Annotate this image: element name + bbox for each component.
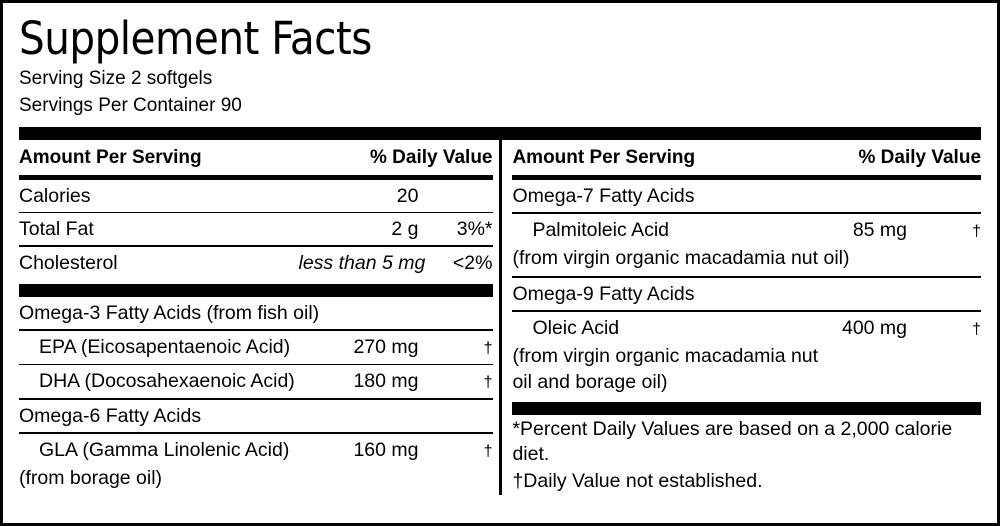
nutrient-source-note-line2: oil and borage oil)	[512, 370, 668, 393]
right-column	[512, 140, 981, 495]
table-row	[19, 213, 493, 245]
divider-thick-right	[512, 402, 981, 415]
group-title: Omega-7 Fatty Acids	[512, 184, 695, 207]
group-title: Omega-3 Fatty Acids (from fish oil)	[19, 301, 320, 324]
nutrient-amount: 160 mg	[353, 439, 419, 462]
nutrient-amount: 180 mg	[353, 370, 419, 393]
nutrient-name: GLA (Gamma Linolenic Acid)	[39, 439, 290, 462]
group-title: Omega-9 Fatty Acids	[512, 282, 695, 305]
nutrient-name: Calories	[19, 184, 91, 207]
footnote-daily-value-basis: *Percent Daily Values are based on a 2,000 calorie diet.	[512, 417, 953, 465]
nutrient-amount: 2 g	[391, 218, 419, 241]
nutrient-name: EPA (Eicosapentaenoic Acid)	[39, 335, 291, 358]
column-divider	[499, 140, 503, 495]
right-header-daily-value: % Daily Value	[858, 146, 982, 168]
nutrition-columns	[19, 140, 981, 495]
nutrient-amount: 20	[396, 184, 419, 207]
nutrient-name: Palmitoleic Acid	[532, 218, 670, 241]
nutrient-name: Oleic Acid	[532, 316, 620, 339]
table-row	[19, 365, 493, 398]
nutrient-daily-value: †	[483, 339, 493, 357]
nutrient-daily-value: †	[972, 320, 982, 338]
table-row	[512, 214, 981, 247]
servings-per-container: Servings Per Container 90	[19, 94, 242, 116]
nutrient-group-heading	[512, 180, 981, 212]
nutrient-group-heading	[19, 297, 493, 329]
left-header-amount: Amount Per Serving	[19, 146, 202, 168]
left-column-header	[19, 140, 493, 175]
nutrient-group-heading	[19, 400, 493, 432]
nutrient-source-note: (from virgin organic macadamia nut oil)	[512, 246, 850, 269]
table-row	[19, 331, 493, 364]
nutrient-name: Total Fat	[19, 218, 94, 241]
page-title: Supplement Facts	[19, 12, 372, 65]
serving-size: Serving Size 2 softgels	[19, 68, 213, 90]
nutrient-amount: 85 mg	[852, 218, 908, 241]
nutrient-source-note: (from borage oil)	[19, 467, 163, 490]
table-row	[19, 180, 493, 212]
divider-thick-top	[19, 127, 981, 140]
nutrient-daily-value: <2%	[452, 251, 493, 274]
table-row	[19, 247, 493, 279]
nutrient-name: DHA (Docosahexaenoic Acid)	[39, 370, 295, 393]
divider-thick-left	[19, 284, 493, 297]
right-column-header	[512, 140, 981, 175]
left-header-daily-value: % Daily Value	[369, 146, 493, 168]
nutrient-amount: 400 mg	[841, 316, 908, 339]
nutrient-amount: less than 5 mg	[298, 251, 426, 274]
nutrient-amount: 270 mg	[353, 335, 419, 358]
footnote-dagger: †Daily Value not established.	[512, 470, 763, 493]
right-header-amount: Amount Per Serving	[512, 146, 696, 168]
nutrient-daily-value: †	[483, 443, 493, 461]
nutrient-daily-value: †	[972, 222, 982, 240]
table-row	[512, 312, 981, 345]
nutrient-daily-value: †	[483, 374, 493, 392]
nutrient-name: Cholesterol	[19, 251, 118, 274]
nutrient-group-heading	[512, 278, 981, 310]
group-title: Omega-6 Fatty Acids	[19, 405, 202, 428]
table-row	[19, 434, 493, 467]
left-column	[19, 140, 493, 495]
nutrient-source-note-line1: (from virgin organic macadamia nut	[512, 344, 819, 367]
nutrient-daily-value: 3%*	[456, 218, 493, 241]
